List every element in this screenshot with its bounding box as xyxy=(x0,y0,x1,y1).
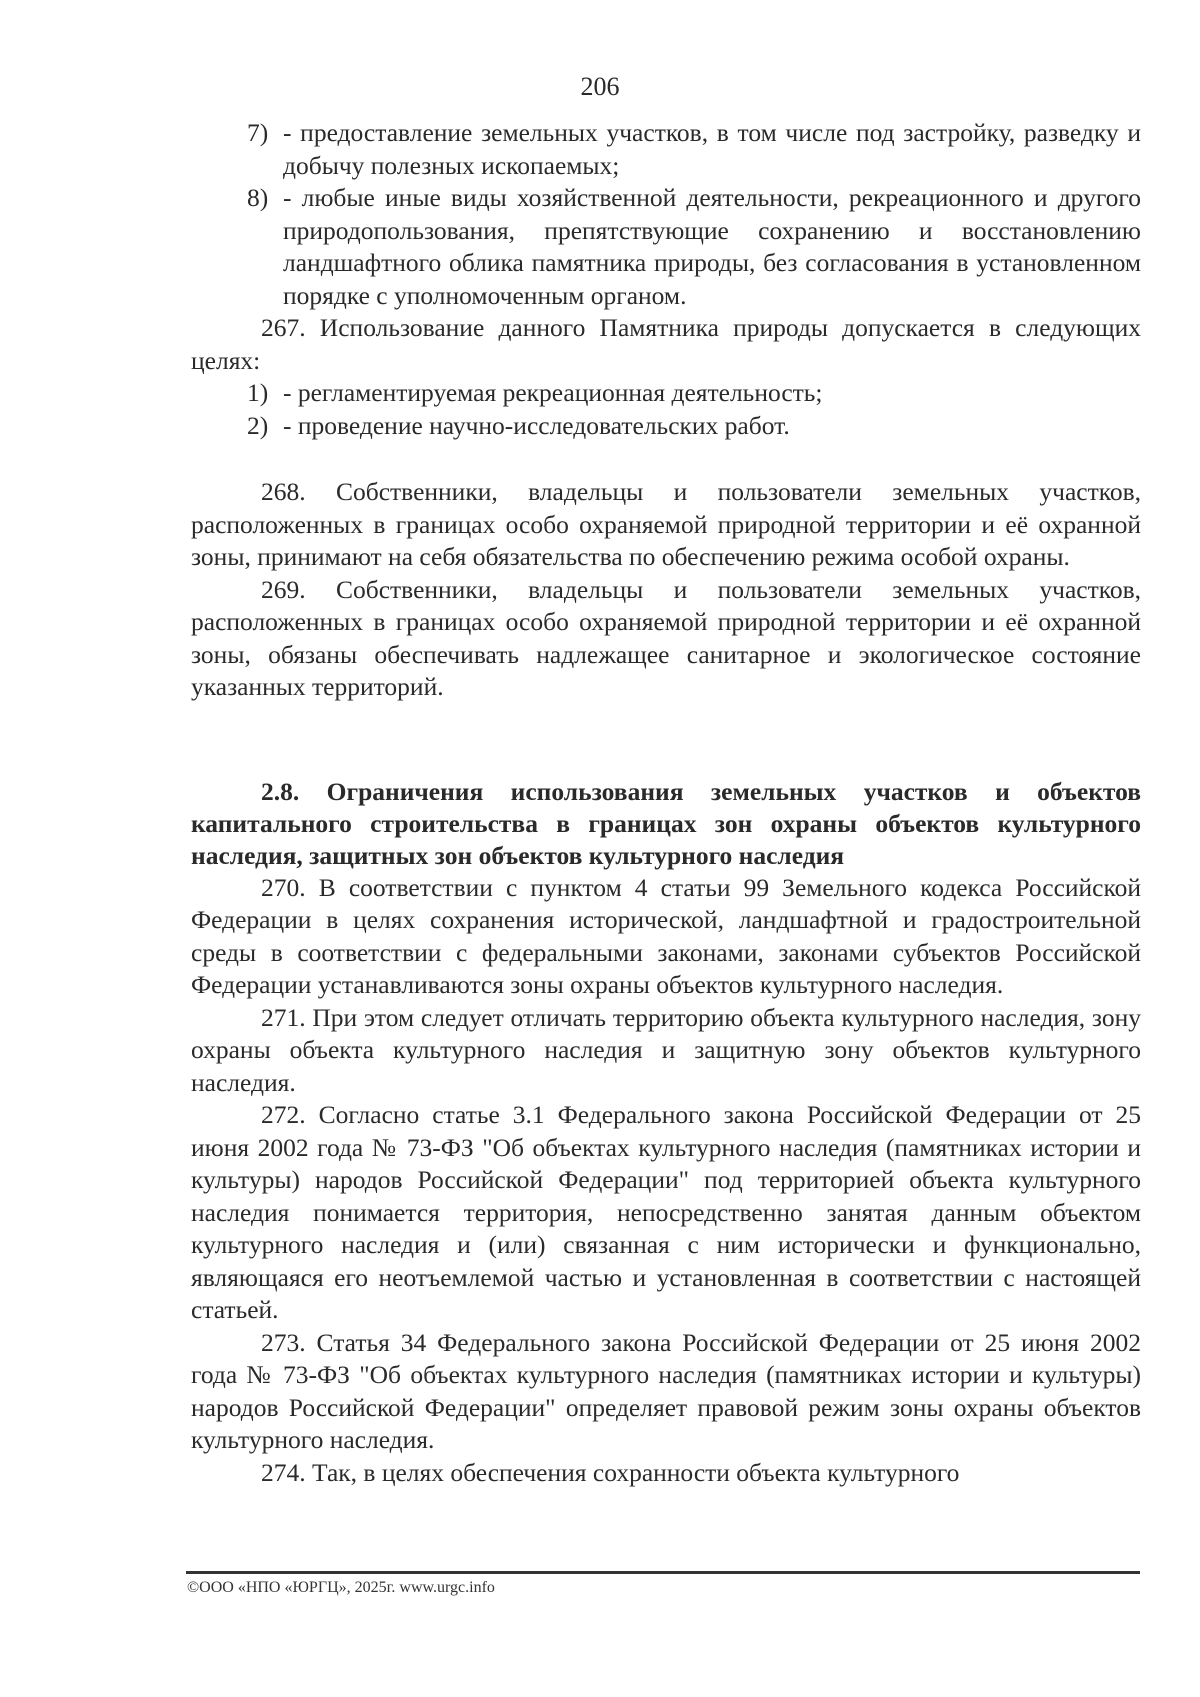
footer-copyright: ©ООО «НПО «ЮРГЦ», 2025г. www.urgc.info xyxy=(187,1579,495,1596)
paragraph-268: 268. Собственники, владельцы и пользователи земельных участков, расположенных в границах особо охраняемой природной территории и её охранной зоны, принимают на себя обязательства по обеспечению режима особой охраны. xyxy=(191,477,1141,571)
paragraph-267: 267. Использование данного Памятника природы допускается в следующих целях: xyxy=(191,313,1141,375)
paragraph-270: 270. В соответствии с пунктом 4 статьи 99 Земельного кодекса Российской Федерации в целях сохранения исторической, ландшафтной и градостроительной среды в соответствии с федеральными законами, законами субъектов Российской Федерации устанавливаются зоны охраны объектов культурного наследия. xyxy=(191,872,1141,999)
list-item-number: 8) xyxy=(247,183,269,212)
footer-divider xyxy=(186,1571,1140,1574)
list-item xyxy=(191,377,1141,410)
list-item-number: 7) xyxy=(247,118,269,147)
section-heading: 2.8. Ограничения использования земельных участков и объектов капитального строительства в границах зон охраны объектов культурного наследия, защитных зон объектов культурного наследия xyxy=(191,776,1141,870)
list-item-text: - регламентируемая рекреационная деятельность; xyxy=(283,378,823,407)
list-item-text: - предоставление земельных участков, в том числе под застройку, разведку и добычу полезных ископаемых; xyxy=(283,118,1141,180)
spacer xyxy=(191,442,1141,476)
list-item xyxy=(191,117,1141,182)
spacer xyxy=(191,704,1141,776)
list-item xyxy=(191,182,1141,312)
list-item-number: 1) xyxy=(247,378,269,407)
paragraph-274: 274. Так, в целях обеспечения сохранности объекта культурного xyxy=(261,1457,960,1487)
page-content xyxy=(191,117,1141,1489)
page-number: 206 xyxy=(580,72,620,101)
paragraph-273: 273. Статья 34 Федерального закона Российской Федерации от 25 июня 2002 года № 73-ФЗ "Об объектах культурного наследия (памятниках истории и культуры) народов Российской Федерации" определяет правовой режим зоны охраны объектов культурного наследия. xyxy=(191,1327,1141,1454)
list-item-number: 2) xyxy=(247,410,269,440)
list-item-text: - любые иные виды хозяйственной деятельности, рекреационного и другого природопользования, препятствующие сохранению и восстановлению ландшафтного облика памятника природы, без согласования в установленном порядке с уполномоченным органом. xyxy=(283,183,1141,310)
list-item xyxy=(191,410,1141,443)
paragraph-271: 271. При этом следует отличать территорию объекта культурного наследия, зону охраны объекта культурного наследия и защитную зону объектов культурного наследия. xyxy=(191,1002,1141,1097)
paragraph-272: 272. Согласно статье 3.1 Федерального закона Российской Федерации от 25 июня 2002 года № 73-ФЗ "Об объектах культурного наследия (памятниках истории и культуры) народов Российской Федерации" под территорией объекта культурного наследия понимается территория, непосредственно занятая данным объектом культурного наследия и (или) связанная с ним исторически и функционально, являющаяся его неотъемлемой частью и установленная в соответствии с настоящей статьей. xyxy=(191,1100,1141,1324)
paragraph-269: 269. Собственники, владельцы и пользователи земельных участков, расположенных в границах особо охраняемой природной территории и её охранной зоны, обязаны обеспечивать надлежащее санитарное и экологическое состояние указанных территорий. xyxy=(191,574,1141,701)
list-item-text: - проведение научно-исследовательских работ. xyxy=(283,410,790,440)
